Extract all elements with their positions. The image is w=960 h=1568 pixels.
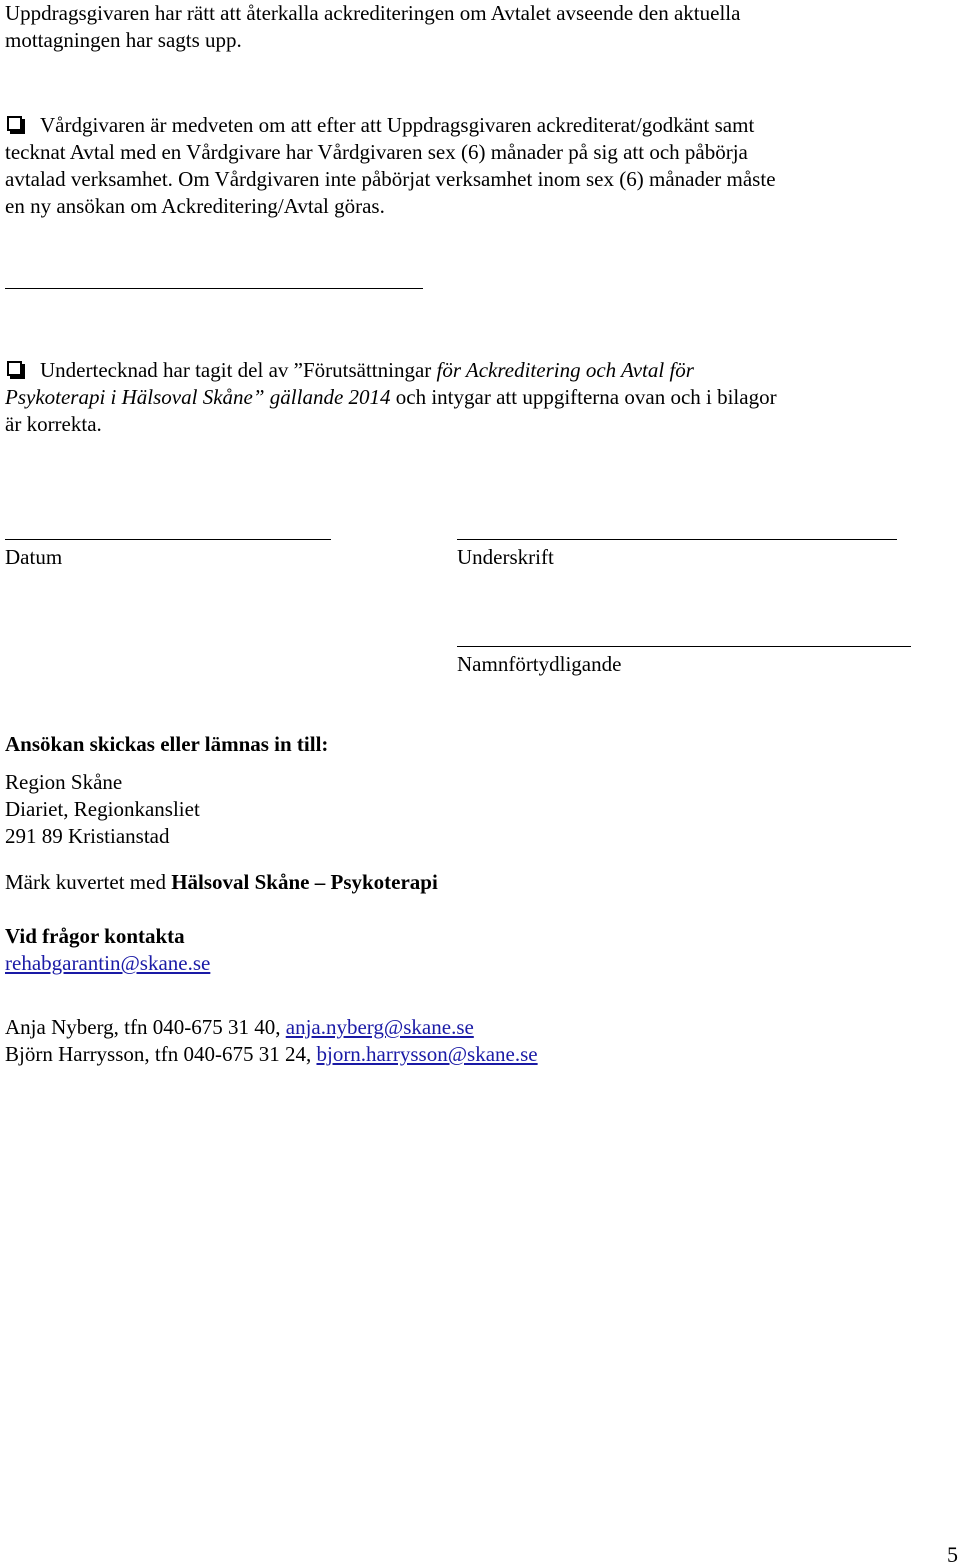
contact-person-row [5, 1014, 955, 1041]
declaration-text-2: och intygar att uppgifterna ovan och i bilagor [390, 385, 777, 409]
submission-section [5, 731, 955, 758]
signature-line[interactable] [457, 539, 897, 540]
signature-label: Underskrift [457, 545, 554, 569]
start-operations-line-2: tecknat Avtal med en Vårdgivare har Vårdgivaren sex (6) månader på sig att och påbörja [5, 140, 748, 164]
intro-line-2: mottagningen har sagts upp. [5, 28, 242, 52]
envelope-mark [5, 869, 955, 896]
address-block [5, 769, 955, 850]
name-clarification-label: Namnförtydligande [457, 652, 622, 676]
intro-line-1: Uppdragsgivaren har rätt att återkalla ackrediteringen om Avtalet avseende den aktuella [5, 1, 741, 25]
start-operations-line-3: avtalad verksamhet. Om Vårdgivaren inte påbörjat verksamhet inom sex (6) månader måste [5, 167, 776, 191]
start-operations-checkbox[interactable] [7, 116, 22, 131]
start-operations-item [5, 112, 955, 220]
envelope-mark-value: Hälsoval Skåne – Psykoterapi [171, 870, 438, 894]
contact-heading: Vid frågor kontakta [5, 924, 185, 948]
declaration-checkbox[interactable] [7, 361, 22, 376]
declaration-italic-1: för Ackreditering och Avtal för [436, 358, 694, 382]
envelope-mark-prefix: Märk kuvertet med [5, 870, 172, 894]
address-line-2: Diariet, Regionkansliet [5, 797, 200, 821]
intro-paragraph [5, 0, 955, 54]
date-label: Datum [5, 545, 63, 569]
start-operations-line-4: en ny ansökan om Ackreditering/Avtal göras. [5, 194, 385, 218]
address-line-3: 291 89 Kristianstad [5, 824, 170, 848]
submission-heading: Ansökan skickas eller lämnas in till: [5, 732, 329, 756]
contact-person-email-link[interactable]: anja.nyberg@skane.se [285, 1015, 474, 1039]
start-operations-line-1: Vårdgivaren är medveten om att efter att Uppdragsgivaren ackrediterat/godkänt samt [40, 113, 755, 137]
contact-email-link[interactable]: rehabgarantin@skane.se [5, 951, 211, 975]
address-line-1: Region Skåne [5, 770, 123, 794]
contact-person-text: Björn Harrysson, tfn 040-675 31 24, [5, 1042, 317, 1066]
separator-line [5, 288, 423, 289]
contact-person-email-link[interactable]: bjorn.harrysson@skane.se [316, 1042, 538, 1066]
contact-person-text: Anja Nyberg, tfn 040-675 31 40, [5, 1015, 286, 1039]
declaration-text-1: Undertecknad har tagit del av ”Förutsättningar [40, 358, 437, 382]
page-number: 5 [947, 1542, 958, 1567]
contact-person-row [5, 1041, 955, 1068]
name-clarification-line[interactable] [457, 646, 911, 647]
date-line[interactable] [5, 539, 331, 540]
declaration-italic-2: Psykoterapi i Hälsoval Skåne” gällande 2014 [5, 385, 391, 409]
contact-persons [5, 1014, 955, 1068]
contact-section [5, 923, 955, 977]
declaration-item [5, 357, 955, 438]
declaration-text-3: är korrekta. [5, 412, 102, 436]
